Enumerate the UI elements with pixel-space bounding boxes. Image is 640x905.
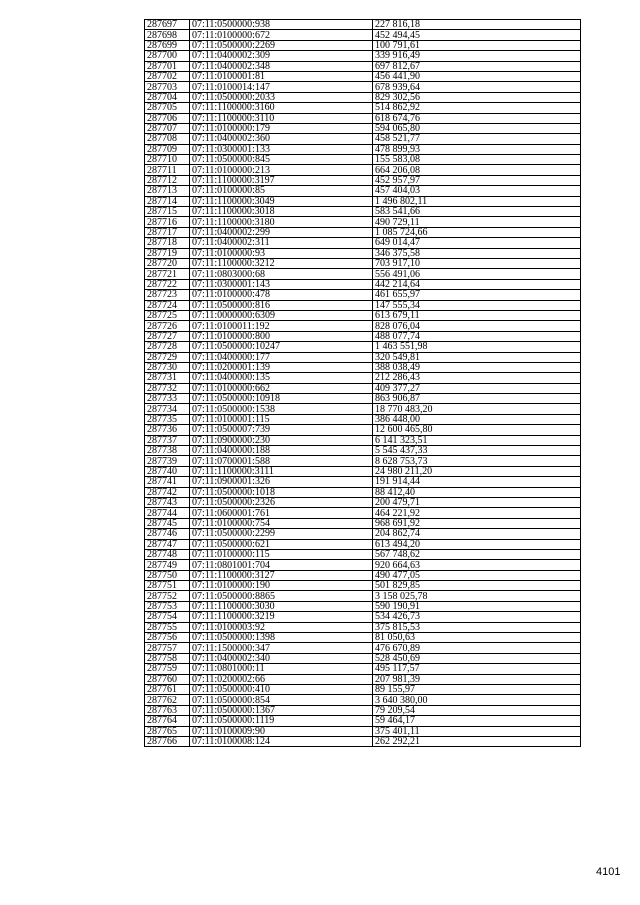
cadastral-number-cell: 07:11:0500000:938 [190, 20, 373, 30]
value-cell: 478 899,93 [373, 144, 581, 154]
row-number-cell: 287755 [145, 622, 190, 632]
cadastral-number-cell: 07:11:0100000:754 [190, 518, 373, 528]
cadastral-number-cell: 07:11:0500000:8865 [190, 591, 373, 601]
cadastral-number-cell: 07:11:1100000:3219 [190, 612, 373, 622]
row-number-cell: 287764 [145, 716, 190, 726]
value-cell: 501 829,85 [373, 581, 581, 591]
value-cell: 88 412,40 [373, 487, 581, 497]
table-row [145, 726, 581, 736]
row-number-cell: 287697 [145, 20, 190, 30]
row-number-cell: 287709 [145, 144, 190, 154]
row-number-cell: 287703 [145, 82, 190, 92]
value-cell: 8 628 753,73 [373, 456, 581, 466]
table-row [145, 622, 581, 632]
value-cell: 590 190,91 [373, 601, 581, 611]
row-number-cell: 287759 [145, 664, 190, 674]
value-cell: 442 214,64 [373, 279, 581, 289]
row-number-cell: 287750 [145, 570, 190, 580]
table-row [145, 497, 581, 507]
row-number-cell: 287732 [145, 383, 190, 393]
cadastral-number-cell: 07:11:1100000:3110 [190, 113, 373, 123]
cadastral-number-cell: 07:11:1100000:3049 [190, 196, 373, 206]
cadastral-number-cell: 07:11:0100000:672 [190, 30, 373, 40]
row-number-cell: 287726 [145, 321, 190, 331]
value-cell: 528 450,69 [373, 653, 581, 663]
table-row [145, 404, 581, 414]
row-number-cell: 287710 [145, 155, 190, 165]
value-cell: 81 050,63 [373, 633, 581, 643]
row-number-cell: 287733 [145, 394, 190, 404]
value-cell: 3 640 380,00 [373, 695, 581, 705]
row-number-cell: 287721 [145, 269, 190, 279]
cadastral-number-cell: 07:11:1100000:3030 [190, 601, 373, 611]
value-cell: 920 664,63 [373, 560, 581, 570]
cadastral-number-cell: 07:11:1100000:3160 [190, 103, 373, 113]
cadastral-number-cell: 07:11:1100000:3018 [190, 207, 373, 217]
cadastral-number-cell: 07:11:0900001:326 [190, 477, 373, 487]
value-cell: 863 906,87 [373, 394, 581, 404]
cadastral-number-cell: 07:11:0400002:340 [190, 653, 373, 663]
table-row [145, 581, 581, 591]
cadastral-number-cell: 07:11:0500000:10918 [190, 394, 373, 404]
table-row [145, 736, 581, 746]
table-row [145, 258, 581, 268]
row-number-cell: 287758 [145, 653, 190, 663]
table-row [145, 82, 581, 92]
cadastral-number-cell: 07:11:1100000:3212 [190, 258, 373, 268]
table-row [145, 227, 581, 237]
table-row [145, 612, 581, 622]
value-cell: 375 401,11 [373, 726, 581, 736]
value-cell: 200 479,71 [373, 497, 581, 507]
table-row [145, 269, 581, 279]
table-row [145, 685, 581, 695]
row-number-cell: 287744 [145, 508, 190, 518]
cadastral-number-cell: 07:11:0400002:348 [190, 61, 373, 71]
cadastral-number-cell: 07:11:0100000:115 [190, 549, 373, 559]
table-row [145, 633, 581, 643]
row-number-cell: 287738 [145, 446, 190, 456]
value-cell: 320 549,81 [373, 352, 581, 362]
cadastral-number-cell: 07:11:0400000:177 [190, 352, 373, 362]
row-number-cell: 287707 [145, 123, 190, 133]
row-number-cell: 287700 [145, 51, 190, 61]
table-row [145, 383, 581, 393]
value-cell: 461 655,97 [373, 290, 581, 300]
row-number-cell: 287727 [145, 331, 190, 341]
cadastral-number-cell: 07:11:0100000:213 [190, 165, 373, 175]
cadastral-number-cell: 07:11:1100000:3180 [190, 217, 373, 227]
table-row [145, 716, 581, 726]
value-cell: 534 426,73 [373, 612, 581, 622]
value-cell: 678 939,64 [373, 82, 581, 92]
cadastral-number-cell: 07:11:0100008:124 [190, 736, 373, 746]
row-number-cell: 287712 [145, 175, 190, 185]
row-number-cell: 287717 [145, 227, 190, 237]
cadastral-number-cell: 07:11:0900000:230 [190, 435, 373, 445]
table-row [145, 466, 581, 476]
value-cell: 476 670,89 [373, 643, 581, 653]
row-number-cell: 287705 [145, 103, 190, 113]
cadastral-number-cell: 07:11:1500000:347 [190, 643, 373, 653]
value-cell: 79 209,54 [373, 705, 581, 715]
row-number-cell: 287746 [145, 529, 190, 539]
table-row [145, 20, 581, 30]
cadastral-number-cell: 07:11:0400000:188 [190, 446, 373, 456]
value-cell: 613 679,11 [373, 310, 581, 320]
row-number-cell: 287761 [145, 685, 190, 695]
cadastral-number-cell: 07:11:0500000:2326 [190, 497, 373, 507]
row-number-cell: 287760 [145, 674, 190, 684]
value-cell: 613 494,20 [373, 539, 581, 549]
value-cell: 227 816,18 [373, 20, 581, 30]
value-cell: 262 292,21 [373, 736, 581, 746]
table-row [145, 238, 581, 248]
value-cell: 375 815,53 [373, 622, 581, 632]
row-number-cell: 287749 [145, 560, 190, 570]
cadastral-number-cell: 07:11:0500000:1119 [190, 716, 373, 726]
row-number-cell: 287748 [145, 549, 190, 559]
cadastral-number-cell: 07:11:0500000:854 [190, 695, 373, 705]
table-row [145, 456, 581, 466]
table-row [145, 310, 581, 320]
table-row [145, 529, 581, 539]
table-row [145, 570, 581, 580]
table-row [145, 248, 581, 258]
cadastral-number-cell: 07:11:0100014:147 [190, 82, 373, 92]
table-row [145, 394, 581, 404]
row-number-cell: 287716 [145, 217, 190, 227]
value-cell: 594 065,80 [373, 123, 581, 133]
cadastral-number-cell: 07:11:0100011:192 [190, 321, 373, 331]
row-number-cell: 287719 [145, 248, 190, 258]
value-cell: 1 085 724,66 [373, 227, 581, 237]
row-number-cell: 287735 [145, 414, 190, 424]
table-row [145, 103, 581, 113]
cadastral-number-cell: 07:11:0400002:311 [190, 238, 373, 248]
cadastral-number-cell: 07:11:0000000:6309 [190, 310, 373, 320]
table-row [145, 362, 581, 372]
row-number-cell: 287740 [145, 466, 190, 476]
cadastral-number-cell: 07:11:0100001:81 [190, 71, 373, 81]
cadastral-number-cell: 07:11:0200002:66 [190, 674, 373, 684]
cadastral-number-cell: 07:11:0500000:816 [190, 300, 373, 310]
row-number-cell: 287730 [145, 362, 190, 372]
row-number-cell: 287731 [145, 373, 190, 383]
value-cell: 464 221,92 [373, 508, 581, 518]
value-cell: 452 957,97 [373, 175, 581, 185]
cadastral-number-cell: 07:11:0500000:1018 [190, 487, 373, 497]
value-cell: 6 141 323,51 [373, 435, 581, 445]
cadastral-number-cell: 07:11:1100000:3127 [190, 570, 373, 580]
row-number-cell: 287754 [145, 612, 190, 622]
value-cell: 649 014,47 [373, 238, 581, 248]
table-row [145, 508, 581, 518]
cadastral-number-cell: 07:11:1100000:3111 [190, 466, 373, 476]
value-cell: 204 862,74 [373, 529, 581, 539]
cadastral-number-cell: 07:11:0100003:92 [190, 622, 373, 632]
cadastral-number-cell: 07:11:0700001:588 [190, 456, 373, 466]
value-cell: 18 770 483,20 [373, 404, 581, 414]
table-row [145, 123, 581, 133]
value-cell: 697 812,67 [373, 61, 581, 71]
table-row [145, 591, 581, 601]
value-cell: 339 916,49 [373, 51, 581, 61]
cadastral-number-cell: 07:11:0100000:800 [190, 331, 373, 341]
value-cell: 388 038,49 [373, 362, 581, 372]
value-cell: 556 491,06 [373, 269, 581, 279]
table-row [145, 653, 581, 663]
cadastral-number-cell: 07:11:1100000:3197 [190, 175, 373, 185]
cadastral-number-cell: 07:11:0500000:10247 [190, 342, 373, 352]
value-cell: 456 441,90 [373, 71, 581, 81]
row-number-cell: 287729 [145, 352, 190, 362]
row-number-cell: 287706 [145, 113, 190, 123]
cadastral-number-cell: 07:11:0500000:410 [190, 685, 373, 695]
row-number-cell: 287720 [145, 258, 190, 268]
cadastral-number-cell: 07:11:0100000:190 [190, 581, 373, 591]
row-number-cell: 287745 [145, 518, 190, 528]
table-row [145, 446, 581, 456]
cadastral-number-cell: 07:11:0803000:68 [190, 269, 373, 279]
table-row [145, 290, 581, 300]
table-row [145, 425, 581, 435]
table-row [145, 518, 581, 528]
value-cell: 567 748,62 [373, 549, 581, 559]
table-row [145, 435, 581, 445]
table-row [145, 113, 581, 123]
row-number-cell: 287737 [145, 435, 190, 445]
value-cell: 346 375,58 [373, 248, 581, 258]
value-cell: 452 494,45 [373, 30, 581, 40]
row-number-cell: 287765 [145, 726, 190, 736]
value-cell: 488 077,74 [373, 331, 581, 341]
row-number-cell: 287756 [145, 633, 190, 643]
table-row [145, 155, 581, 165]
table-row [145, 705, 581, 715]
table-row [145, 664, 581, 674]
row-number-cell: 287763 [145, 705, 190, 715]
table-row [145, 217, 581, 227]
value-cell: 386 448,00 [373, 414, 581, 424]
cadastral-number-cell: 07:11:0400000:135 [190, 373, 373, 383]
page-number: 4101 [596, 866, 621, 878]
row-number-cell: 287741 [145, 477, 190, 487]
row-number-cell: 287711 [145, 165, 190, 175]
row-number-cell: 287725 [145, 310, 190, 320]
row-number-cell: 287751 [145, 581, 190, 591]
cadastral-number-cell: 07:11:0100009:90 [190, 726, 373, 736]
value-cell: 59 464,17 [373, 716, 581, 726]
cadastral-number-cell: 07:11:0300001:133 [190, 144, 373, 154]
table-row [145, 549, 581, 559]
cadastral-number-cell: 07:11:0801001:704 [190, 560, 373, 570]
row-number-cell: 287701 [145, 61, 190, 71]
row-number-cell: 287714 [145, 196, 190, 206]
row-number-cell: 287699 [145, 40, 190, 50]
row-number-cell: 287704 [145, 92, 190, 102]
value-cell: 618 674,76 [373, 113, 581, 123]
cadastral-number-cell: 07:11:0500000:1398 [190, 633, 373, 643]
row-number-cell: 287698 [145, 30, 190, 40]
table-row [145, 342, 581, 352]
cadastral-number-cell: 07:11:0500000:1538 [190, 404, 373, 414]
cadastral-number-cell: 07:11:0500000:2299 [190, 529, 373, 539]
table-row [145, 144, 581, 154]
cadastral-number-cell: 07:11:0801000:11 [190, 664, 373, 674]
table-row [145, 643, 581, 653]
value-cell: 458 521,77 [373, 134, 581, 144]
cadastral-number-cell: 07:11:0400002:309 [190, 51, 373, 61]
value-cell: 155 583,08 [373, 155, 581, 165]
cadastral-value-table [144, 19, 581, 747]
table-row [145, 674, 581, 684]
table-row [145, 61, 581, 71]
value-cell: 968 691,92 [373, 518, 581, 528]
table-row [145, 487, 581, 497]
table-row [145, 477, 581, 487]
row-number-cell: 287713 [145, 186, 190, 196]
cadastral-number-cell: 07:11:0500000:621 [190, 539, 373, 549]
value-cell: 495 117,57 [373, 664, 581, 674]
cadastral-number-cell: 07:11:0100001:115 [190, 414, 373, 424]
cadastral-number-cell: 07:11:0400002:360 [190, 134, 373, 144]
value-cell: 212 286,43 [373, 373, 581, 383]
cadastral-number-cell: 07:11:0600001:761 [190, 508, 373, 518]
table-row [145, 560, 581, 570]
table-row [145, 207, 581, 217]
value-cell: 5 545 437,33 [373, 446, 581, 456]
row-number-cell: 287708 [145, 134, 190, 144]
cadastral-number-cell: 07:11:0500000:2033 [190, 92, 373, 102]
table-row [145, 186, 581, 196]
row-number-cell: 287752 [145, 591, 190, 601]
table-row [145, 352, 581, 362]
row-number-cell: 287743 [145, 497, 190, 507]
table-row [145, 134, 581, 144]
table-row [145, 601, 581, 611]
table-row [145, 165, 581, 175]
value-cell: 24 980 211,20 [373, 466, 581, 476]
table-row [145, 279, 581, 289]
value-cell: 3 158 025,78 [373, 591, 581, 601]
table-row [145, 196, 581, 206]
row-number-cell: 287734 [145, 404, 190, 414]
table-row [145, 175, 581, 185]
value-cell: 89 155,97 [373, 685, 581, 695]
value-cell: 703 917,10 [373, 258, 581, 268]
cadastral-number-cell: 07:11:0300001:143 [190, 279, 373, 289]
cadastral-number-cell: 07:11:0100000:85 [190, 186, 373, 196]
value-cell: 514 862,92 [373, 103, 581, 113]
table-row [145, 92, 581, 102]
value-cell: 490 477,05 [373, 570, 581, 580]
table-row [145, 414, 581, 424]
table-row [145, 71, 581, 81]
value-cell: 409 377,27 [373, 383, 581, 393]
table-row [145, 321, 581, 331]
table-body [145, 20, 581, 747]
table-row [145, 695, 581, 705]
value-cell: 100 791,61 [373, 40, 581, 50]
cadastral-number-cell: 07:11:0500000:2269 [190, 40, 373, 50]
row-number-cell: 287762 [145, 695, 190, 705]
row-number-cell: 287724 [145, 300, 190, 310]
value-cell: 1 463 551,98 [373, 342, 581, 352]
cadastral-number-cell: 07:11:0100000:179 [190, 123, 373, 133]
table-row [145, 539, 581, 549]
row-number-cell: 287766 [145, 736, 190, 746]
value-cell: 147 555,34 [373, 300, 581, 310]
value-cell: 207 981,39 [373, 674, 581, 684]
cadastral-number-cell: 07:11:0400002:299 [190, 227, 373, 237]
row-number-cell: 287723 [145, 290, 190, 300]
value-cell: 583 541,66 [373, 207, 581, 217]
row-number-cell: 287718 [145, 238, 190, 248]
table-row [145, 373, 581, 383]
value-cell: 664 206,08 [373, 165, 581, 175]
row-number-cell: 287715 [145, 207, 190, 217]
table-row [145, 51, 581, 61]
table-row [145, 40, 581, 50]
cadastral-number-cell: 07:11:0500000:1367 [190, 705, 373, 715]
cadastral-number-cell: 07:11:0100000:93 [190, 248, 373, 258]
value-cell: 1 496 802,11 [373, 196, 581, 206]
value-cell: 828 076,04 [373, 321, 581, 331]
cadastral-number-cell: 07:11:0100000:478 [190, 290, 373, 300]
row-number-cell: 287757 [145, 643, 190, 653]
cadastral-number-cell: 07:11:0500000:845 [190, 155, 373, 165]
table-row [145, 331, 581, 341]
value-cell: 490 729,11 [373, 217, 581, 227]
row-number-cell: 287722 [145, 279, 190, 289]
cadastral-number-cell: 07:11:0500007:739 [190, 425, 373, 435]
table-row [145, 300, 581, 310]
table-row [145, 30, 581, 40]
cadastral-number-cell: 07:11:0100000:662 [190, 383, 373, 393]
cadastral-number-cell: 07:11:0200001:139 [190, 362, 373, 372]
row-number-cell: 287747 [145, 539, 190, 549]
row-number-cell: 287702 [145, 71, 190, 81]
row-number-cell: 287739 [145, 456, 190, 466]
row-number-cell: 287742 [145, 487, 190, 497]
row-number-cell: 287728 [145, 342, 190, 352]
row-number-cell: 287736 [145, 425, 190, 435]
value-cell: 829 302,56 [373, 92, 581, 102]
value-cell: 191 914,44 [373, 477, 581, 487]
value-cell: 457 404,03 [373, 186, 581, 196]
value-cell: 12 600 465,80 [373, 425, 581, 435]
row-number-cell: 287753 [145, 601, 190, 611]
